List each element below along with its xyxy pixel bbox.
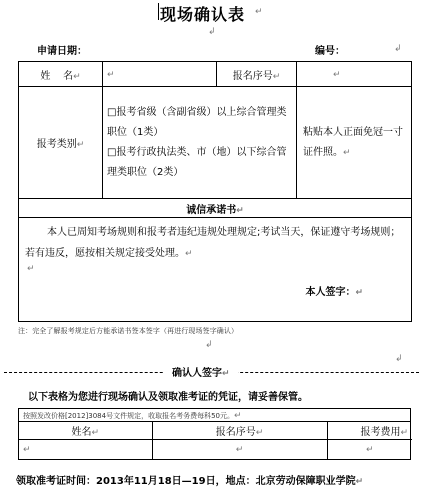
paragraph-mark-icon: ↵ — [23, 444, 31, 455]
fee-note: 按照发改价格[2012]3084号文件规定，收取报名考务费每科50元。 — [23, 412, 234, 420]
receipt-instruction: 以下表格为您进行现场确认及领取准考证的凭证，请妥善保管。 — [28, 392, 308, 403]
paragraph-mark-icon: ↵ — [255, 7, 263, 17]
pledge-heading: 诚信承诺书 — [186, 204, 237, 216]
paragraph-mark-icon: ↲ — [205, 340, 213, 350]
paragraph-mark-icon: ↵ — [27, 264, 35, 274]
paragraph-mark-icon: ↵ — [235, 444, 244, 455]
reg-no-label: 报名序号 — [232, 70, 273, 82]
paragraph-mark-icon: ↵ — [234, 411, 242, 421]
footnote: 注：完全了解报考规定后方能承诺书签本签字（再进行现场签字确认） — [18, 327, 239, 335]
paragraph-mark-icon: ↵ — [333, 69, 341, 80]
photo-cell — [297, 87, 412, 199]
paragraph-mark-icon: ↵ — [91, 427, 100, 438]
confirmation-form-table — [18, 61, 412, 322]
receipt-grid — [19, 422, 412, 459]
page-title: 现场确认表 — [160, 5, 246, 24]
paragraph-mark-icon: ↲ — [208, 27, 216, 37]
pledge-body-cell — [19, 218, 412, 322]
category-option-1[interactable]: □报考省级（含副省级）以上综合管理类职位（1类） — [107, 106, 287, 138]
category-label-cell — [19, 87, 103, 199]
paragraph-mark-icon: ↵ — [255, 427, 264, 438]
category-option-2[interactable]: □报考行政执法类、市（地）以下综合管理类职位（2类） — [107, 146, 287, 178]
category-options-cell — [103, 87, 297, 199]
category-label: 报考类别 — [36, 139, 77, 150]
paragraph-mark-icon: ↵ — [107, 69, 115, 80]
receipt-table — [18, 408, 411, 460]
paragraph-mark-icon: ↵ — [400, 427, 408, 438]
text-cursor — [158, 3, 159, 20]
pledge-heading-cell — [19, 199, 412, 218]
receipt-fee-value[interactable] — [327, 439, 412, 459]
pledge-text: 本人已周知考场规则和报考者违纪违规处理规定;考试当天，保证遵守考场规则；若有违反，愿按相关规定接受处理。 — [25, 227, 401, 259]
paragraph-mark-icon: ↲ — [394, 44, 402, 54]
paragraph-mark-icon: ↵ — [365, 444, 374, 455]
fee-note-row — [19, 409, 410, 422]
reg-no-label-cell — [217, 62, 297, 87]
pickup-info: 领取准考证时间：2013年11月18日—19日，地点：北京劳动保障职业学院↵ — [16, 476, 364, 487]
name-value-cell[interactable] — [103, 62, 217, 87]
application-date-label: 申请日期： — [37, 46, 87, 57]
name-label: 姓 名 — [40, 70, 74, 82]
photo-note: 粘贴本人正面免冠一寸证件照。 — [303, 126, 403, 158]
paragraph-mark-icon: ↵ — [236, 205, 244, 216]
serial-number-label: 编号： — [315, 46, 345, 57]
paragraph-mark-icon: ↲ — [395, 354, 403, 364]
reg-no-value-cell[interactable] — [297, 62, 412, 87]
paragraph-mark-icon: ↵ — [76, 140, 85, 150]
receipt-reg-no-value[interactable] — [152, 439, 327, 459]
receipt-col-name: 姓名↵ — [19, 422, 152, 439]
name-label-cell — [19, 62, 103, 87]
signature-label: 本人签字： — [305, 287, 356, 298]
paragraph-mark-icon: ↵ — [355, 288, 363, 298]
paragraph-mark-icon: ↵ — [272, 71, 281, 82]
paragraph-mark-icon: ↵ — [185, 249, 193, 259]
paragraph-mark-icon: ↵ — [222, 369, 230, 379]
receipt-col-reg-no: 报名序号↵ — [152, 422, 327, 439]
cut-section-label: 确认人签字↵ — [164, 364, 238, 379]
paragraph-mark-icon: ↵ — [343, 147, 351, 158]
receipt-col-fee: 报考费用↵ — [327, 422, 412, 439]
paragraph-mark-icon: ↵ — [355, 477, 364, 487]
receipt-name-value[interactable] — [19, 439, 152, 459]
paragraph-mark-icon: ↵ — [73, 71, 81, 82]
